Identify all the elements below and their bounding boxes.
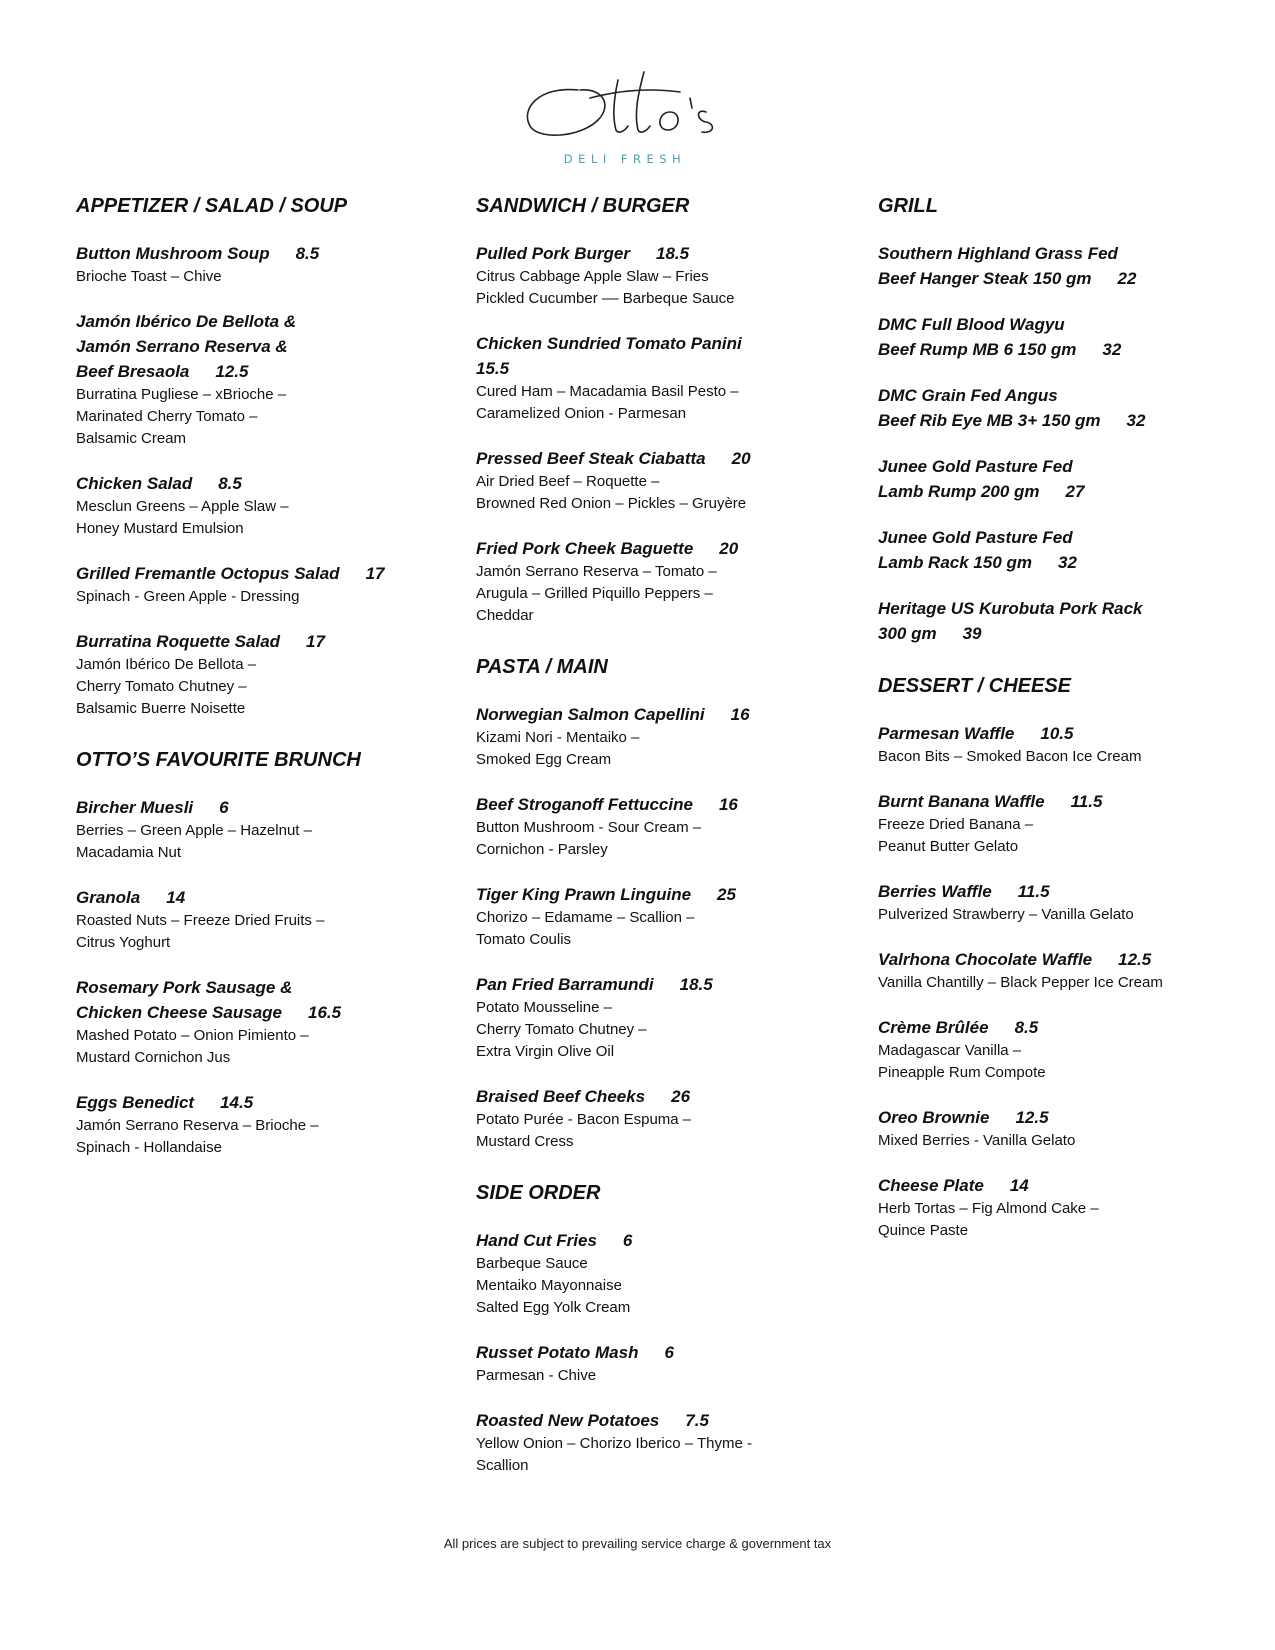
menu-item-price: 18.5	[655, 244, 690, 263]
menu-item-description: Kizami Nori - Mentaiko – Smoked Egg Cream	[476, 729, 640, 768]
menu-item-name: Granola	[76, 888, 141, 907]
menu-item-description: Mixed Berries - Vanilla Gelato	[878, 1132, 1076, 1149]
menu-item-name: Oreo Brownie	[878, 1108, 990, 1127]
menu-item-name: Pulled Pork Burger	[476, 244, 630, 263]
menu-item-price: 16	[730, 705, 750, 724]
menu-item	[878, 312, 1258, 362]
menu-item-name: Braised Beef Cheeks	[476, 1087, 646, 1106]
menu-item-title	[76, 561, 456, 586]
menu-item-name: Pressed Beef Steak Ciabatta	[476, 449, 706, 468]
menu-item-description: Vanilla Chantilly – Black Pepper Ice Cream	[878, 974, 1163, 991]
menu-item-title	[878, 312, 1258, 362]
menu-section	[476, 655, 856, 1153]
menu-item-name: Valrhona Chocolate Waffle	[878, 950, 1093, 969]
menu-item-price: 12.5	[1015, 1108, 1049, 1127]
otto-script-logo	[520, 68, 740, 152]
menu-item	[878, 1015, 1258, 1084]
otto-logo	[520, 68, 740, 178]
menu-section	[878, 194, 1258, 646]
section-title: PASTA / MAIN	[476, 656, 608, 678]
menu-item	[76, 795, 456, 864]
menu-item-name: Pan Fried Barramundi	[476, 975, 654, 994]
menu-item-price: 25	[717, 885, 736, 904]
menu-item-title	[878, 947, 1258, 972]
menu-item-description: Brioche Toast – Chive	[76, 268, 222, 285]
menu-item-title	[878, 1015, 1258, 1040]
menu-item-price: 11.5	[1017, 882, 1050, 901]
menu-item-name: Hand Cut Fries	[476, 1231, 597, 1250]
menu-item-description: Jamón Ibérico De Bellota – Cherry Tomato Chutney – Balsamic Buerre Noisette	[76, 656, 257, 717]
menu-item	[476, 331, 856, 425]
menu-item-title	[476, 792, 856, 817]
menu-item-name: Beef Stroganoff Fettuccine	[476, 795, 693, 814]
menu-item-description: Chorizo – Edamame – Scallion – Tomato Coulis	[476, 909, 695, 948]
menu-item	[76, 241, 456, 288]
menu-item-price: 14	[166, 888, 186, 907]
menu-item	[76, 885, 456, 954]
menu-item	[878, 383, 1258, 433]
menu-column-3	[878, 194, 1258, 1270]
menu-item-price: 32	[1126, 411, 1146, 430]
menu-item	[76, 629, 456, 720]
menu-item-title	[476, 331, 856, 381]
section-title: APPETIZER / SALAD / SOUP	[76, 195, 348, 217]
menu-item-title	[878, 454, 1258, 504]
menu-item-title	[878, 241, 1258, 291]
logo-tagline: DELI FRESH	[563, 152, 687, 166]
menu-item	[878, 1105, 1258, 1152]
menu-item-description: Citrus Cabbage Apple Slaw – Fries Pickled Cucumber –– Barbeque Sauce	[476, 268, 735, 307]
menu-column-2	[476, 194, 856, 1505]
menu-item	[878, 596, 1258, 646]
menu-item-name: Burratina Roquette Salad	[76, 632, 281, 651]
menu-item-price: 7.5	[685, 1411, 709, 1430]
menu-item	[878, 1173, 1258, 1242]
menu-item-title	[878, 1173, 1258, 1198]
menu-item-price: 32	[1102, 340, 1122, 359]
menu-item-price: 8.5	[295, 244, 320, 263]
menu-item	[76, 1090, 456, 1159]
menu-item	[476, 446, 856, 515]
menu-item-title	[76, 629, 456, 654]
menu-item-title	[476, 241, 856, 266]
section-title: DESSERT / CHEESE	[878, 675, 1072, 697]
menu-item-description: Burratina Pugliese – xBrioche – Marinated Cherry Tomato – Balsamic Cream	[76, 386, 287, 447]
menu-item-name: Button Mushroom Soup	[76, 244, 270, 263]
menu-item-title	[76, 241, 456, 266]
menu-item-title	[76, 1090, 456, 1115]
menu-item-name: Chicken Salad	[76, 474, 193, 493]
menu-item	[878, 721, 1258, 768]
menu-item-title	[476, 1340, 856, 1365]
menu-item-description: Air Dried Beef – Roquette – Browned Red Onion – Pickles – Gruyère	[476, 473, 747, 512]
menu-item-description: Mashed Potato – Onion Pimiento – Mustard Cornichon Jus	[76, 1027, 309, 1066]
menu-item-description: Bacon Bits – Smoked Bacon Ice Cream	[878, 748, 1142, 765]
menu-item-title	[878, 879, 1258, 904]
menu-section	[476, 1181, 856, 1477]
menu-item-name: Parmesan Waffle	[878, 724, 1015, 743]
menu-item-name: Roasted New Potatoes	[476, 1411, 660, 1430]
menu-item-price: 18.5	[679, 975, 713, 994]
menu-item-description: Roasted Nuts – Freeze Dried Fruits – Citrus Yoghurt	[76, 912, 325, 951]
menu-item-price: 32	[1058, 553, 1077, 572]
menu-item-description: Barbeque Sauce Mentaiko Mayonnaise Salted Egg Yolk Cream	[476, 1255, 631, 1316]
menu-section	[878, 674, 1258, 1242]
menu-item-name: Cheese Plate	[878, 1176, 984, 1195]
menu-item-title	[476, 1408, 856, 1433]
menu-item-description: Jamón Serrano Reserva – Tomato – Arugula – Grilled Piquillo Peppers – Cheddar	[476, 563, 717, 624]
menu-item-title	[476, 446, 856, 471]
menu-item-name: Burnt Banana Waffle	[878, 792, 1045, 811]
menu-item-name: Junee Gold Pasture Fed Lamb Rack 150 gm	[878, 528, 1073, 572]
menu-section	[476, 194, 856, 627]
menu-item-name: DMC Grain Fed Angus Beef Rib Eye MB 3+ 150 gm	[878, 386, 1101, 430]
footer-note: All prices are subject to prevailing service charge & government tax	[443, 1536, 832, 1551]
menu-item-price: 11.5	[1070, 792, 1103, 811]
menu-item	[476, 1408, 856, 1477]
menu-item	[878, 525, 1258, 575]
menu-item-name: Bircher Muesli	[76, 798, 194, 817]
menu-item-description: Madagascar Vanilla – Pineapple Rum Compote	[878, 1042, 1046, 1081]
menu-section	[76, 194, 456, 720]
menu-item-title	[878, 525, 1258, 575]
menu-item-name: DMC Full Blood Wagyu Beef Rump MB 6 150 gm	[878, 315, 1077, 359]
menu-item-description: Cured Ham – Macadamia Basil Pesto – Caramelized Onion - Parmesan	[476, 383, 739, 422]
menu-item-price: 27	[1065, 482, 1085, 501]
menu-item	[476, 1340, 856, 1387]
menu-item	[476, 702, 856, 771]
menu-item-name: Russet Potato Mash	[476, 1343, 639, 1362]
menu-item	[76, 309, 456, 450]
menu-item-price: 8.5	[218, 474, 242, 493]
menu-item-title	[76, 975, 456, 1025]
section-title: OTTO’S FAVOURITE BRUNCH	[76, 749, 361, 771]
menu-item-name: Eggs Benedict	[76, 1093, 195, 1112]
menu-item-description: Potato Purée - Bacon Espuma – Mustard Cress	[476, 1111, 692, 1150]
menu-item-price: 16.5	[307, 1003, 342, 1022]
menu-item-description: Pulverized Strawberry – Vanilla Gelato	[878, 906, 1134, 923]
menu-item-name: Jamón Ibérico De Bellota & Jamón Serrano Reserva & Beef Bresaola	[76, 312, 297, 381]
menu-item-title	[76, 471, 456, 496]
menu-item-title	[476, 1228, 856, 1253]
menu-item	[76, 975, 456, 1069]
menu-item-name: Tiger King Prawn Linguine	[476, 885, 692, 904]
menu-item-description: Freeze Dried Banana – Peanut Butter Gelato	[878, 816, 1034, 855]
menu-item-price: 39	[962, 624, 982, 643]
menu-item-description: Spinach - Green Apple - Dressing	[76, 588, 300, 605]
menu-item-description: Button Mushroom - Sour Cream – Cornichon - Parsley	[476, 819, 702, 858]
menu-item	[878, 789, 1258, 858]
menu-item-price: 10.5	[1040, 724, 1074, 743]
menu-item-price: 6	[219, 798, 229, 817]
menu-section	[76, 748, 456, 1159]
menu-item	[476, 1084, 856, 1153]
menu-item-title	[476, 1084, 856, 1109]
menu-item-name: Heritage US Kurobuta Pork Rack 300 gm	[878, 599, 1143, 643]
menu-item	[76, 561, 456, 608]
menu-item-name: Berries Waffle	[878, 882, 992, 901]
menu-item-description: Berries – Green Apple – Hazelnut – Macadamia Nut	[76, 822, 312, 861]
menu-item-description: Mesclun Greens – Apple Slaw – Honey Mustard Emulsion	[76, 498, 289, 537]
menu-item-price: 12.5	[215, 362, 249, 381]
menu-column-1	[76, 194, 456, 1187]
menu-item-title	[76, 885, 456, 910]
menu-item-price: 12.5	[1118, 950, 1152, 969]
menu-item-title	[878, 789, 1258, 814]
menu-item-description: Jamón Serrano Reserva – Brioche – Spinach - Hollandaise	[76, 1117, 319, 1156]
menu-item-price: 26	[671, 1087, 691, 1106]
menu-item-title	[476, 702, 856, 727]
menu-item-description: Potato Mousseline – Cherry Tomato Chutney – Extra Virgin Olive Oil	[476, 999, 647, 1060]
menu-item-title	[476, 882, 856, 907]
menu-item	[476, 792, 856, 861]
menu-item-title	[476, 972, 856, 997]
menu-item-name: Chicken Sundried Tomato Panini 15.5	[476, 334, 742, 378]
menu-item-description: Parmesan - Chive	[476, 1367, 597, 1384]
menu-item	[476, 882, 856, 951]
menu-item-name: Southern Highland Grass Fed Beef Hanger Steak 150 gm	[878, 244, 1118, 288]
section-title: SANDWICH / BURGER	[476, 195, 690, 217]
menu-item	[476, 241, 856, 310]
menu-item-price: 17	[306, 632, 325, 651]
menu-item	[878, 454, 1258, 504]
menu-item-description: Yellow Onion – Chorizo Iberico – Thyme - Scallion	[476, 1435, 752, 1474]
menu-item-price: 22	[1117, 269, 1137, 288]
menu-item-title	[878, 383, 1258, 433]
menu-item-title	[878, 1105, 1258, 1130]
menu-item-price: 6	[622, 1231, 633, 1250]
menu-item	[878, 879, 1258, 926]
menu-item	[476, 972, 856, 1063]
menu-item-price: 20	[731, 449, 751, 468]
menu-item	[76, 471, 456, 540]
menu-item-title	[476, 536, 856, 561]
menu-item-price: 16	[718, 795, 738, 814]
menu-item	[878, 947, 1258, 994]
menu-item-title	[878, 596, 1258, 646]
menu-item-name: Junee Gold Pasture Fed Lamb Rump 200 gm	[878, 457, 1073, 501]
menu-item-price: 6	[664, 1343, 674, 1362]
menu-item	[476, 1228, 856, 1319]
menu-item-title	[76, 795, 456, 820]
menu-item-price: 20	[719, 539, 739, 558]
menu-item-title	[878, 721, 1258, 746]
section-title: GRILL	[878, 195, 938, 217]
section-title: SIDE ORDER	[476, 1182, 601, 1204]
menu-item-name: Grilled Fremantle Octopus Salad	[76, 564, 340, 583]
menu-item-name: Crème Brûlée	[878, 1018, 989, 1037]
menu-item-price: 14	[1009, 1176, 1029, 1195]
menu-item	[476, 536, 856, 627]
menu-item-name: Fried Pork Cheek Baguette	[476, 539, 694, 558]
menu-item	[878, 241, 1258, 291]
menu-item-name: Norwegian Salmon Capellini	[476, 705, 705, 724]
menu-item-description: Herb Tortas – Fig Almond Cake – Quince Paste	[878, 1200, 1099, 1239]
menu-item-name: Rosemary Pork Sausage & Chicken Cheese Sausage	[76, 978, 293, 1022]
menu-item-price: 17	[365, 564, 385, 583]
menu-item-title	[76, 309, 456, 384]
menu-item-price: 8.5	[1014, 1018, 1039, 1037]
menu-item-price: 14.5	[220, 1093, 254, 1112]
